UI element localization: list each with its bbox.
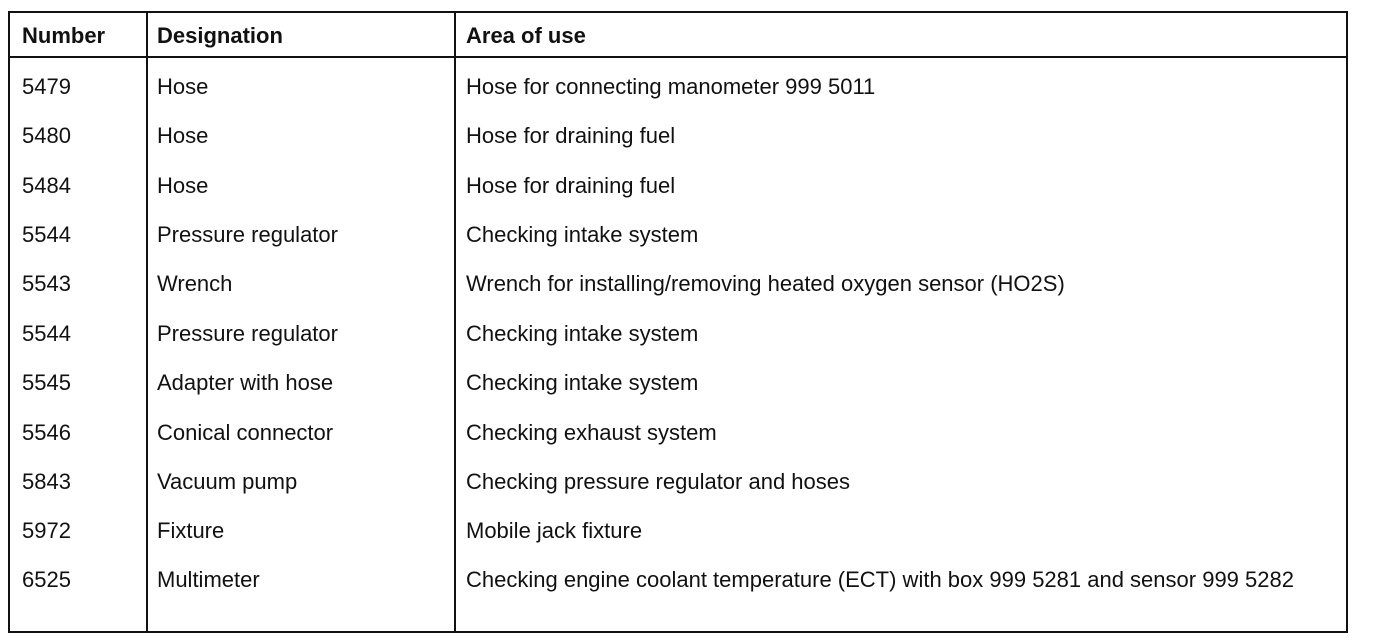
table-row-area: Hose for draining fuel — [466, 173, 676, 198]
header-number: Number — [22, 23, 106, 48]
table-header-row — [10, 13, 1346, 58]
table-row-designation: Vacuum pump — [157, 469, 298, 494]
header-designation: Designation — [157, 23, 283, 48]
table-row-number: 5544 — [22, 222, 71, 247]
table-row-area: Hose for connecting manometer 999 5011 — [466, 74, 876, 99]
table-row-number: 5972 — [22, 518, 71, 543]
table-row-number: 5479 — [22, 74, 71, 99]
table-row-number: 5544 — [22, 321, 71, 346]
table-row-area: Hose for draining fuel — [466, 123, 676, 148]
table-row-number: 5546 — [22, 420, 71, 445]
table-row-number: 5545 — [22, 370, 71, 395]
table-row-designation: Hose — [157, 123, 209, 148]
table-row-designation: Conical connector — [157, 420, 334, 445]
table-row-area: Checking intake system — [466, 321, 699, 346]
table-row-area: Checking pressure regulator and hoses — [466, 469, 851, 494]
table-row-number: 5543 — [22, 271, 71, 296]
special-tools-table — [8, 11, 1348, 633]
table-row-designation: Hose — [157, 173, 209, 198]
table-row-area: Wrench for installing/removing heated oxygen sensor (HO2S) — [466, 271, 1065, 296]
table-row-number: 5843 — [22, 469, 71, 494]
table-row-number: 5484 — [22, 173, 71, 198]
column-divider — [146, 13, 148, 631]
table-row-area: Checking intake system — [466, 370, 699, 395]
table-row-designation: Hose — [157, 74, 209, 99]
table-row-designation: Pressure regulator — [157, 222, 338, 247]
table-row-number: 6525 — [22, 567, 71, 592]
table-row-number: 5480 — [22, 123, 71, 148]
table-row-designation: Wrench — [157, 271, 233, 296]
table-row-area: Mobile jack fixture — [466, 518, 643, 543]
table-row-designation: Pressure regulator — [157, 321, 338, 346]
table-row-area: Checking engine coolant temperature (ECT) with box 999 5281 and sensor 999 5282 — [466, 567, 1294, 592]
header-area-of-use: Area of use — [466, 23, 586, 48]
table-row-area: Checking intake system — [466, 222, 699, 247]
table-row-designation: Adapter with hose — [157, 370, 334, 395]
table-row-designation: Fixture — [157, 518, 225, 543]
table-row-area: Checking exhaust system — [466, 420, 717, 445]
table-row-designation: Multimeter — [157, 567, 260, 592]
column-divider — [454, 13, 456, 631]
